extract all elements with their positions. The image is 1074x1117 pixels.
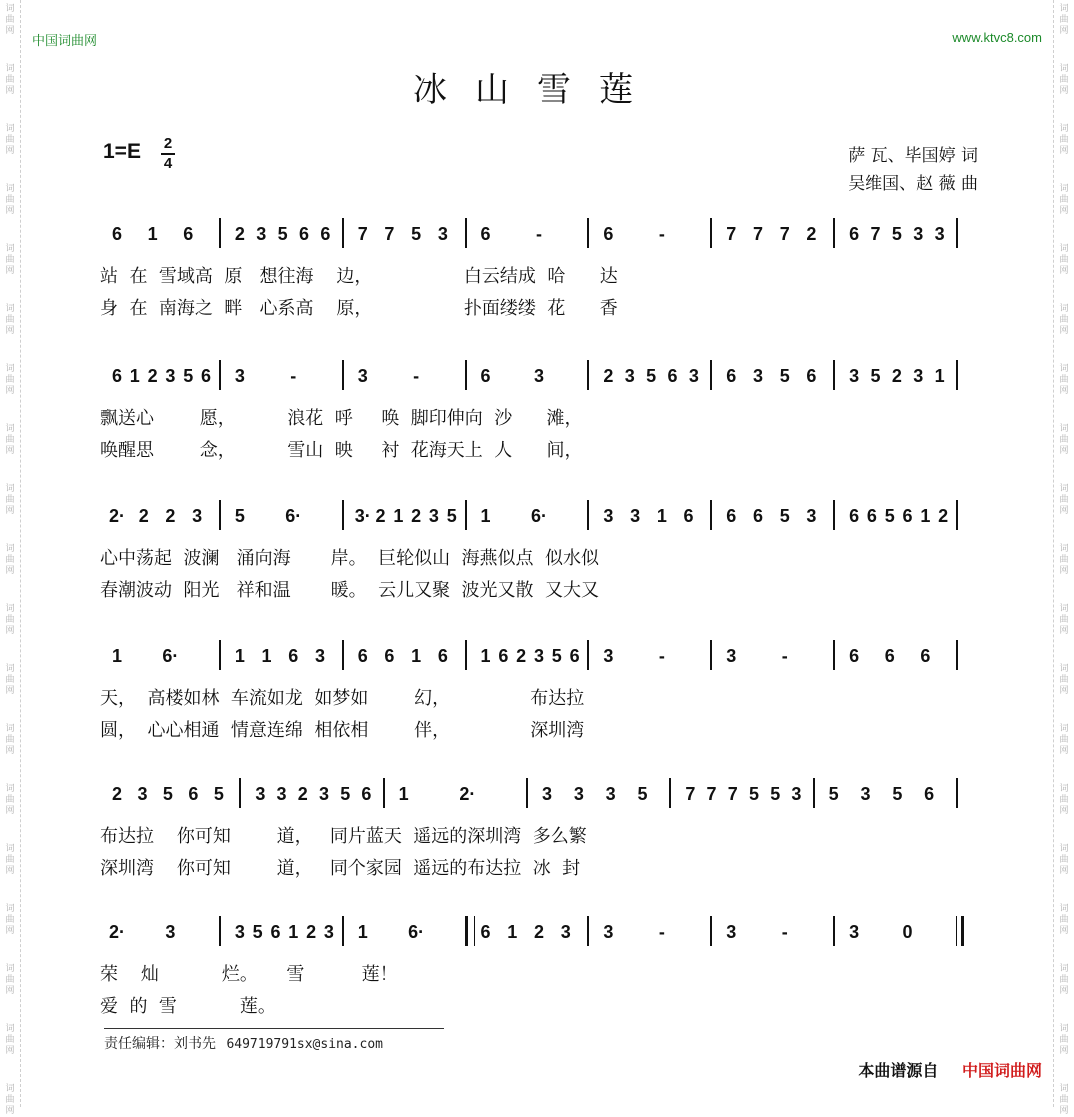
note: 7 — [727, 784, 738, 804]
note: - — [658, 646, 665, 666]
barline — [587, 500, 589, 530]
key-signature — [103, 135, 173, 172]
note: 7 — [706, 784, 717, 804]
note: 5 — [183, 366, 194, 386]
barline — [383, 778, 385, 808]
note: 3 — [437, 224, 448, 244]
note: 6 — [603, 224, 614, 244]
note: 3 — [165, 922, 176, 942]
watermark-mark: 词 曲 网 — [5, 544, 15, 576]
barline — [956, 500, 958, 530]
note: 5 — [252, 922, 263, 942]
note: 5 — [779, 366, 790, 386]
notation-row — [100, 360, 984, 390]
note: 3 — [276, 784, 287, 804]
barline — [239, 778, 241, 808]
note: 2 — [375, 506, 386, 526]
barline — [710, 916, 712, 946]
note: 6 — [849, 224, 860, 244]
note: 7 — [384, 224, 395, 244]
note: 6 — [188, 784, 199, 804]
note: 6 — [924, 784, 935, 804]
barline — [219, 360, 221, 390]
note: 6 — [884, 646, 895, 666]
watermark-mark: 词 曲 网 — [1059, 844, 1069, 876]
notation-row — [100, 778, 984, 808]
note: 6 — [498, 646, 509, 666]
notation-row — [100, 916, 984, 946]
watermark-mark: 词 曲 网 — [5, 424, 15, 456]
barline — [465, 218, 467, 248]
note: - — [658, 922, 665, 942]
barline — [710, 500, 712, 530]
note: 3 — [314, 646, 325, 666]
note: 5 — [446, 506, 457, 526]
note: 6 — [201, 366, 212, 386]
note: 3 — [603, 506, 614, 526]
note: 5 — [213, 784, 224, 804]
barline — [465, 640, 467, 670]
note: 2 — [938, 506, 949, 526]
lyric-line: 荣 灿 烂。 雪 莲！ — [100, 964, 398, 985]
note: 2 — [111, 784, 122, 804]
note: 5 — [162, 784, 173, 804]
watermark-mark: 词 曲 网 — [1059, 664, 1069, 696]
repeat-barline — [465, 916, 475, 946]
watermark-mark: 词 曲 网 — [5, 244, 15, 276]
note: 3 — [234, 922, 245, 942]
note: 7 — [357, 224, 368, 244]
note: 2· — [108, 506, 125, 526]
note: 6 — [902, 506, 913, 526]
site-name[interactable]: 中国词曲网 — [32, 34, 98, 49]
note: 3 — [192, 506, 203, 526]
barline — [219, 916, 221, 946]
note: 6 — [288, 646, 299, 666]
note: 2· — [108, 922, 125, 942]
note: 3 — [428, 506, 439, 526]
note: 3 — [688, 366, 699, 386]
barline — [219, 640, 221, 670]
watermark-mark: 词 曲 网 — [5, 4, 15, 36]
watermark-mark: 词 曲 网 — [1059, 604, 1069, 636]
editor-credit — [104, 1028, 444, 1053]
barline — [587, 360, 589, 390]
note: 1 — [480, 646, 491, 666]
key-text: 1=E — [103, 140, 141, 163]
lyric-line: 深圳湾 你可知 道， 同个家园 遥远的布达拉 冰 封 — [100, 858, 581, 879]
watermark-mark: 词 曲 网 — [5, 304, 15, 336]
watermark-mark: 词 曲 网 — [5, 124, 15, 156]
note: 5 — [551, 646, 562, 666]
note: 3 — [752, 366, 763, 386]
watermark-mark: 词 曲 网 — [5, 364, 15, 396]
watermark-mark: 词 曲 网 — [1059, 64, 1069, 96]
note: 1 — [398, 784, 409, 804]
lyric-line: 身 在 南海之 畔 心系高 原， 扑面缕缕 花 香 — [100, 298, 618, 319]
watermark-mark: 词 曲 网 — [5, 1084, 15, 1116]
note: 3 — [323, 922, 334, 942]
watermark-mark: 词 曲 网 — [5, 664, 15, 696]
watermark-mark: 词 曲 网 — [1059, 784, 1069, 816]
note: 7 — [870, 224, 881, 244]
watermark-mark: 词 曲 网 — [1059, 484, 1069, 516]
editor-email: 649719791sx@sina.com — [226, 1037, 383, 1052]
note: 1 — [261, 646, 272, 666]
note: 3 — [573, 784, 584, 804]
note: 2 — [147, 366, 158, 386]
meter-top: 2 — [163, 135, 173, 152]
note: 6 — [437, 646, 448, 666]
note: 6 — [667, 366, 678, 386]
watermark-mark: 词 曲 网 — [1059, 424, 1069, 456]
watermark-mark: 词 曲 网 — [5, 64, 15, 96]
note: 3 — [726, 922, 737, 942]
barline — [956, 360, 958, 390]
note: 5 — [637, 784, 648, 804]
watermark-mark: 词 曲 网 — [5, 724, 15, 756]
barline — [587, 640, 589, 670]
note: 5 — [779, 506, 790, 526]
watermark-mark: 词 曲 网 — [1059, 904, 1069, 936]
note: 1 — [147, 224, 158, 244]
note: 3 — [860, 784, 871, 804]
watermark-mark: 词 曲 网 — [5, 964, 15, 996]
note: 2 — [306, 922, 317, 942]
barline — [342, 500, 344, 530]
barline — [669, 778, 671, 808]
barline — [956, 778, 958, 808]
note: 3 — [913, 366, 924, 386]
note: 2 — [603, 366, 614, 386]
barline — [710, 218, 712, 248]
time-signature — [161, 136, 175, 172]
watermark-mark: 词 曲 网 — [5, 1024, 15, 1056]
note: 2 — [806, 224, 817, 244]
lyric-line: 春潮波动 阳光 祥和温 暖。 云儿又聚 波光又散 又大又 — [100, 580, 599, 601]
note: 6 — [849, 506, 860, 526]
note: 2 — [165, 506, 176, 526]
note: 5 — [646, 366, 657, 386]
note: 6 — [726, 366, 737, 386]
watermark-mark: 词 曲 网 — [1059, 544, 1069, 576]
note: 3 — [256, 224, 267, 244]
note: - — [413, 366, 420, 386]
lyric-line: 唤醒思 念， 雪山 映 衬 花海天上 人 间， — [100, 440, 583, 461]
note: 5 — [234, 506, 245, 526]
note: 6 — [920, 646, 931, 666]
note: 5 — [891, 224, 902, 244]
lyricist: 萨 瓦、毕国婷 词 — [848, 146, 978, 166]
watermark-mark: 词 曲 网 — [1059, 724, 1069, 756]
note: 1 — [393, 506, 404, 526]
note: 6· — [530, 506, 547, 526]
note: - — [536, 224, 542, 244]
barline — [813, 778, 815, 808]
note: 3 — [849, 922, 860, 942]
note: 1 — [507, 922, 518, 942]
watermark-mark: 词 曲 网 — [5, 904, 15, 936]
note: 2 — [411, 506, 422, 526]
watermark-mark: 词 曲 网 — [5, 844, 15, 876]
barline — [710, 360, 712, 390]
note: 6 — [183, 224, 194, 244]
barline — [342, 640, 344, 670]
note: 2 — [234, 224, 245, 244]
note: 2 — [138, 506, 149, 526]
note: 3 — [533, 366, 544, 386]
note: 6 — [111, 224, 122, 244]
note: 6· — [408, 922, 425, 942]
note: 1 — [288, 922, 299, 942]
note: - — [290, 366, 297, 386]
lyric-line: 圆， 心心相通 情意连绵 相依相 伴， 深圳湾 — [100, 720, 585, 741]
notation-row — [100, 500, 984, 530]
note: 6 — [480, 922, 491, 942]
song-title: 冰山雪莲 — [413, 70, 661, 110]
note: 2 — [516, 646, 527, 666]
lyric-line: 天， 高楼如林 车流如龙 如梦如 幻， 布达拉 — [100, 688, 585, 709]
barline — [342, 916, 344, 946]
note: 1 — [656, 506, 667, 526]
barline — [526, 778, 528, 808]
note: 0 — [902, 922, 913, 942]
watermark-mark: 词 曲 网 — [1059, 244, 1069, 276]
meter-bottom: 4 — [163, 155, 173, 172]
note: 5 — [884, 506, 895, 526]
watermark-mark: 词 曲 网 — [5, 784, 15, 816]
notation-row — [100, 218, 984, 248]
watermark-mark: 词 曲 网 — [1059, 1084, 1069, 1116]
note: 6 — [111, 366, 122, 386]
note: 5 — [277, 224, 288, 244]
note: 6 — [480, 224, 491, 244]
note: 6 — [361, 784, 372, 804]
watermark-mark: 词 曲 网 — [1059, 964, 1069, 996]
note: 6 — [806, 366, 817, 386]
final-barline — [956, 916, 964, 946]
left-margin-strip — [0, 0, 21, 1116]
note: 1 — [411, 646, 422, 666]
barline — [833, 218, 835, 248]
note: 6 — [752, 506, 763, 526]
note: 3 — [630, 506, 641, 526]
note: 3 — [605, 784, 616, 804]
note: 6 — [270, 922, 281, 942]
note: 2 — [297, 784, 308, 804]
barline — [710, 640, 712, 670]
note: 1 — [111, 646, 122, 666]
watermark-mark: 词 曲 网 — [1059, 1024, 1069, 1056]
barline — [833, 500, 835, 530]
note: 1 — [920, 506, 931, 526]
note: 7 — [779, 224, 790, 244]
note: - — [781, 922, 788, 942]
note: 6 — [849, 646, 860, 666]
note: 5 — [828, 784, 839, 804]
note: 1 — [129, 366, 140, 386]
lyric-line: 心中荡起 波澜 涌向海 岸。 巨轮似山 海燕似点 似水似 — [100, 548, 599, 569]
watermark-mark: 词 曲 网 — [1059, 184, 1069, 216]
barline — [833, 916, 835, 946]
watermark-mark: 词 曲 网 — [1059, 124, 1069, 156]
note: 3 — [603, 922, 614, 942]
note: 7 — [726, 224, 737, 244]
barline — [219, 218, 221, 248]
note: 3 — [137, 784, 148, 804]
note: 6 — [866, 506, 877, 526]
barline — [956, 640, 958, 670]
note: 3 — [791, 784, 802, 804]
note: 3 — [357, 366, 368, 386]
note: 2 — [533, 922, 544, 942]
note: 6 — [320, 224, 331, 244]
barline — [587, 916, 589, 946]
barline — [465, 500, 467, 530]
note: 3 — [726, 646, 737, 666]
note: 2· — [459, 784, 476, 804]
note: 3 — [934, 224, 945, 244]
note: 7 — [752, 224, 763, 244]
note: 5 — [340, 784, 351, 804]
note: - — [781, 646, 788, 666]
note: 3 — [234, 366, 245, 386]
note: 6· — [285, 506, 302, 526]
note: 5 — [748, 784, 759, 804]
barline — [833, 640, 835, 670]
barline — [219, 500, 221, 530]
source-label: 本曲谱源自 — [858, 1061, 939, 1080]
note: 5 — [770, 784, 781, 804]
note: 3 — [318, 784, 329, 804]
barline — [587, 218, 589, 248]
lyric-line: 站 在 雪域高 原 想往海 边， 白云结成 哈 达 — [100, 266, 618, 287]
watermark-mark: 词 曲 网 — [5, 604, 15, 636]
composer: 吴维国、赵 薇 曲 — [848, 174, 978, 194]
note: 3 — [560, 922, 571, 942]
note: 3 — [806, 506, 817, 526]
note: 3 — [849, 366, 860, 386]
note: 3 — [541, 784, 552, 804]
watermark-mark: 词 曲 网 — [5, 184, 15, 216]
note: 3 — [603, 646, 614, 666]
note: 3· — [354, 506, 371, 526]
note: 6 — [726, 506, 737, 526]
right-margin-strip — [1053, 0, 1074, 1116]
lyric-line: 飘送心 愿， 浪花 呼 唤 脚印伸向 沙 滩， — [100, 408, 583, 429]
lyric-line: 爱 的 雪 莲。 — [100, 996, 276, 1017]
note: 3 — [913, 224, 924, 244]
note: 3 — [165, 366, 176, 386]
note: 6 — [298, 224, 309, 244]
barline — [833, 360, 835, 390]
note: 6 — [683, 506, 694, 526]
barline — [342, 360, 344, 390]
source-brand[interactable]: 中国词曲网 — [961, 1061, 1042, 1080]
note: - — [658, 224, 665, 244]
lyric-line: 布达拉 你可知 道， 同片蓝天 遥远的深圳湾 多么繁 — [100, 826, 587, 847]
note: 3 — [255, 784, 266, 804]
barline — [465, 360, 467, 390]
watermark-mark: 词 曲 网 — [1059, 364, 1069, 396]
watermark-mark: 词 曲 网 — [1059, 4, 1069, 36]
note: 6 — [480, 366, 491, 386]
note: 5 — [892, 784, 903, 804]
watermark-mark: 词 曲 网 — [5, 484, 15, 516]
note: 1 — [357, 922, 368, 942]
note: 7 — [685, 784, 696, 804]
note: 6 — [357, 646, 368, 666]
note: 1 — [234, 646, 245, 666]
note: 6 — [569, 646, 580, 666]
watermark-mark: 词 曲 网 — [1059, 304, 1069, 336]
credits — [848, 142, 978, 198]
editor-name: 责任编辑：刘书先 — [104, 1036, 216, 1052]
note: 2 — [891, 366, 902, 386]
notation-row — [100, 640, 984, 670]
note: 3 — [624, 366, 635, 386]
barline — [342, 218, 344, 248]
note: 6 — [384, 646, 395, 666]
note: 3 — [533, 646, 544, 666]
note: 1 — [480, 506, 491, 526]
note: 1 — [934, 366, 945, 386]
note: 5 — [411, 224, 422, 244]
source-credit — [858, 1058, 1042, 1081]
site-url[interactable]: www.ktvc8.com — [952, 30, 1042, 45]
barline — [956, 218, 958, 248]
note: 6· — [162, 646, 179, 666]
note: 5 — [870, 366, 881, 386]
